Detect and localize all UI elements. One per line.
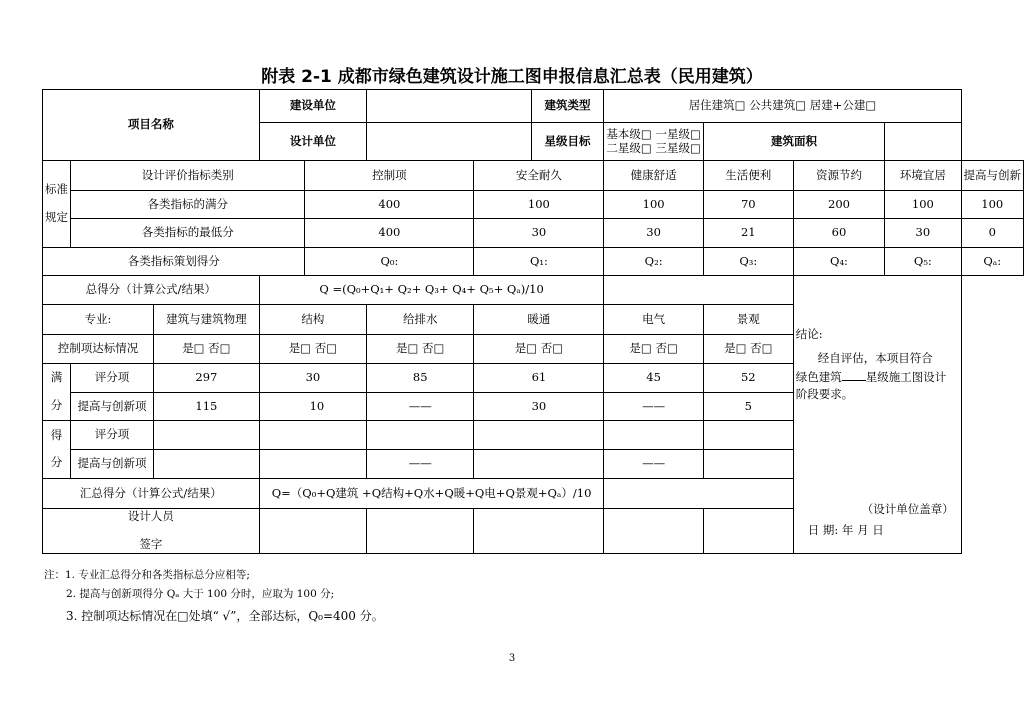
control-checkbox[interactable]: 是□ 否□ [153, 335, 259, 364]
control-checkbox[interactable]: 是□ 否□ [703, 335, 793, 364]
category: 资源节约 [793, 161, 884, 191]
full-eval-value: 52 [703, 364, 793, 393]
full-eval-value: 297 [153, 364, 259, 393]
obtained-eval-value[interactable] [604, 421, 703, 450]
full-eval-value: 61 [474, 364, 604, 393]
min-score-label: 各类指标的最低分 [71, 219, 305, 248]
discipline-label: 专业: [43, 305, 154, 335]
summary-label: 汇总得分（计算公式/结果） [43, 479, 260, 509]
full-score: 100 [604, 191, 703, 219]
category: 健康舒适 [604, 161, 703, 191]
signature-field[interactable] [604, 509, 703, 554]
full-eval-value: 45 [604, 364, 703, 393]
conclusion-heading: 结论: [795, 327, 823, 341]
project-name-label: 项目名称 [43, 90, 260, 161]
area-label: 建筑面积 [703, 123, 884, 161]
plan-score-label: 各类指标策划得分 [43, 248, 305, 276]
min-score: 400 [305, 219, 474, 248]
note: 3. 控制项达标情况在□处填“ √”，全部达标，Q₀=400 分。 [66, 608, 384, 623]
obtained-eval-value[interactable] [153, 421, 259, 450]
innov-label: 提高与创新项 [71, 450, 154, 479]
min-score: 21 [703, 219, 793, 248]
total-result[interactable] [604, 276, 793, 305]
obtained-innov-value[interactable] [703, 450, 793, 479]
discipline: 暖通 [474, 305, 604, 335]
full-score: 100 [474, 191, 604, 219]
full-side-label: 满 分 [43, 364, 71, 421]
obtained-side-label: 得 分 [43, 421, 71, 479]
obtained-eval-value[interactable] [474, 421, 604, 450]
plan-q-field[interactable]: Qₐ: [961, 248, 1024, 276]
notes [44, 566, 384, 627]
min-score: 60 [793, 219, 884, 248]
builder-label: 建设单位 [259, 90, 366, 123]
full-score: 200 [793, 191, 884, 219]
signature-field[interactable] [474, 509, 604, 554]
star-target-label: 星级目标 [531, 123, 604, 161]
summary-table [42, 89, 1024, 554]
full-innov-value: 5 [703, 393, 793, 421]
page-number: 3 [508, 653, 516, 664]
conclusion-line: 经自评估，本项目符合 [817, 351, 933, 365]
full-score-label: 各类指标的满分 [71, 191, 305, 219]
full-eval-value: 85 [367, 364, 474, 393]
signature-field[interactable] [367, 509, 474, 554]
total-formula: Q =(Q₀+Q₁+ Q₂+ Q₃+ Q₄+ Q₅+ Qₐ)/10 [259, 276, 604, 305]
full-innov-value: —— [604, 393, 703, 421]
note: 2. 提高与创新项得分 Qₐ 大于 100 分时，应取为 100 分; [66, 588, 335, 601]
conclusion-cell [793, 276, 961, 554]
full-score: 400 [305, 191, 474, 219]
full-innov-value: 30 [474, 393, 604, 421]
designer-value[interactable] [367, 123, 532, 161]
obtained-eval-value[interactable] [259, 421, 366, 450]
plan-q-field[interactable]: Q₅: [885, 248, 961, 276]
control-checkbox[interactable]: 是□ 否□ [604, 335, 703, 364]
conclusion-line: 阶段要求。 [795, 387, 854, 401]
building-type-label: 建筑类型 [531, 90, 604, 123]
min-score: 30 [474, 219, 604, 248]
discipline: 结构 [259, 305, 366, 335]
control-checkbox[interactable]: 是□ 否□ [259, 335, 366, 364]
plan-q-field[interactable]: Q₄: [793, 248, 884, 276]
category: 环境宜居 [885, 161, 961, 191]
min-score: 30 [885, 219, 961, 248]
standard-side-label: 标准 规定 [43, 161, 71, 248]
signature-field[interactable] [703, 509, 793, 554]
category: 提高与创新 [961, 161, 1024, 191]
date-text: 日 期: 年 月 日 [807, 523, 884, 537]
full-score: 100 [961, 191, 1024, 219]
summary-result[interactable] [604, 479, 793, 509]
obtained-innov-value: —— [367, 450, 474, 479]
categories-label: 设计评价指标类别 [71, 161, 305, 191]
total-score-label: 总得分（计算公式/结果） [43, 276, 260, 305]
designer-label: 设计单位 [259, 123, 366, 161]
discipline: 景观 [703, 305, 793, 335]
min-score: 30 [604, 219, 703, 248]
discipline: 给排水 [367, 305, 474, 335]
plan-q-field[interactable]: Q₂: [604, 248, 703, 276]
category: 生活便利 [703, 161, 793, 191]
star-target-options[interactable]: 基本级□ 一星级□ 二星级□ 三星级□ [604, 123, 703, 161]
plan-q-field[interactable]: Q₀: [305, 248, 474, 276]
conclusion-line: 绿色建筑 星级施工图设计 [795, 370, 947, 384]
plan-q-field[interactable]: Q₁: [474, 248, 604, 276]
control-checkbox[interactable]: 是□ 否□ [367, 335, 474, 364]
category: 安全耐久 [474, 161, 604, 191]
control-label: 控制项达标情况 [43, 335, 154, 364]
eval-label: 评分项 [71, 421, 154, 450]
summary-formula: Q=（Q₀+Q建筑 +Q结构+Q水+Q暖+Q电+Q景观+Qₐ）/10 [259, 479, 604, 509]
control-checkbox[interactable]: 是□ 否□ [474, 335, 604, 364]
obtained-innov-value[interactable] [259, 450, 366, 479]
page-title: 附表 2-1 成都市绿色建筑设计施工图申报信息汇总表（民用建筑） [261, 67, 763, 87]
building-type-options[interactable]: 居住建筑□ 公共建筑□ 居建+公建□ [604, 90, 961, 123]
designers-label: 设计人员 签字 [43, 509, 260, 554]
full-innov-value: —— [367, 393, 474, 421]
discipline: 建筑与建筑物理 [153, 305, 259, 335]
discipline: 电气 [604, 305, 703, 335]
obtained-innov-value[interactable] [153, 450, 259, 479]
full-score: 100 [885, 191, 961, 219]
seal-text: （设计单位盖章） [861, 502, 954, 516]
obtained-eval-value[interactable] [367, 421, 474, 450]
full-innov-value: 10 [259, 393, 366, 421]
full-eval-value: 30 [259, 364, 366, 393]
full-score: 70 [703, 191, 793, 219]
obtained-innov-value[interactable] [474, 450, 604, 479]
signature-field[interactable] [259, 509, 366, 554]
innov-label: 提高与创新项 [71, 393, 154, 421]
star-level-blank[interactable] [842, 370, 866, 381]
full-innov-value: 115 [153, 393, 259, 421]
note: 注：1. 专业汇总得分和各类指标总分应相等; [44, 569, 250, 581]
plan-q-field[interactable]: Q₃: [703, 248, 793, 276]
builder-value[interactable] [367, 90, 532, 123]
eval-label: 评分项 [71, 364, 154, 393]
category: 控制项 [305, 161, 474, 191]
obtained-innov-value: —— [604, 450, 703, 479]
obtained-eval-value[interactable] [703, 421, 793, 450]
area-value[interactable] [885, 123, 961, 161]
min-score: 0 [961, 219, 1024, 248]
